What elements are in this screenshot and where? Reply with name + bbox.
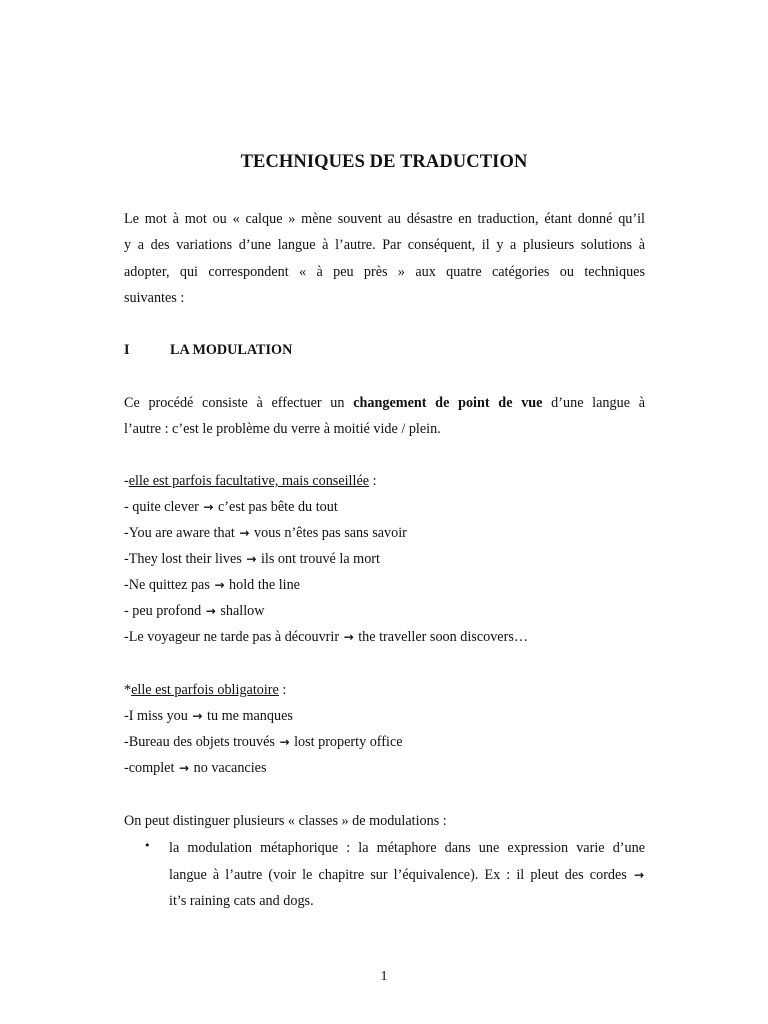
example-source: -Bureau des objets trouvés [124,734,279,750]
arrow-icon: → [178,761,190,775]
example-target: the traveller soon discovers… [354,629,529,645]
bullet-line [169,862,645,889]
bullet-icon: • [144,839,151,852]
arrow-icon: → [205,604,216,618]
example-row [124,598,528,624]
example-target: c’est pas bête du tout [214,499,338,515]
example-row [124,624,528,650]
example-source: -Le voyageur ne tarde pas à découvrir [124,629,343,645]
arrow-icon: → [203,500,214,514]
bullet-list [124,835,645,915]
arrow-icon: → [192,709,203,723]
section-heading [124,342,292,359]
heading-text: elle est parfois facultative, mais conseillée [128,473,370,489]
heading-prefix: * [124,682,132,698]
definition-line: l’autre : c’est le problème du verre à moitié vide / plein. [124,421,441,438]
optional-heading [124,468,528,494]
optional-examples [124,468,528,650]
intro-line: suivantes : [124,289,185,306]
arrow-icon: → [279,735,290,749]
definition-emphasis: changement de point de vue [353,395,543,411]
bullet-line: la modulation métaphorique : la métaphore dans une expression varie d’une [169,840,645,856]
example-row [124,755,403,781]
intro-line: Le mot à mot ou « calque » mène souvent au désastre en traduction, étant donné qu’il [124,211,645,227]
bullet-item [169,835,645,915]
arrow-icon: → [246,552,257,566]
mandatory-examples [124,677,403,781]
example-source: -Ne quittez pas [124,577,214,593]
example-row [124,729,403,755]
example-target: no vacancies [190,760,267,776]
example-source: - quite clever [124,499,203,515]
section-title: LA MODULATION [170,342,293,358]
bullet-line: it’s raining cats and dogs. [169,893,314,909]
arrow-icon: → [214,578,225,592]
intro-line: y a des variations d’une langue à l’autre. Par conséquent, il y a plusieurs solutions à [124,237,645,254]
example-target: vous n’êtes pas sans savoir [250,525,407,541]
example-row [124,572,528,598]
arrow-icon: → [239,526,250,540]
classes-intro-text: On peut distinguer plusieurs « classes » de modulations : [124,813,447,829]
example-row [124,546,528,572]
definition-paragraph [124,390,645,443]
example-source: -They lost their lives [124,551,246,567]
example-source: -You are aware that [124,525,239,541]
bullet-text: langue à l’autre (voir le chapitre sur l’équivalence). Ex : il pleut des cordes [169,866,633,883]
arrow-icon: → [343,630,354,644]
heading-suffix: : [369,473,377,489]
example-row [124,520,528,546]
heading-suffix: : [278,682,287,698]
heading-text: elle est parfois obligatoire [131,682,279,698]
definition-text: d’une langue à [542,395,645,411]
heading-prefix: - [124,473,129,489]
example-source: -I miss you [124,708,192,724]
arrow-icon: → [633,867,644,882]
mandatory-heading [124,677,403,703]
example-target: ils ont trouvé la mort [257,551,380,567]
page-title: TECHNIQUES DE TRADUCTION [240,152,528,172]
classes-intro [124,808,447,834]
example-target: tu me manques [203,708,293,724]
example-target: shallow [216,603,265,619]
definition-line [124,390,645,416]
example-source: - peu profond [124,603,205,619]
example-target: hold the line [225,577,300,593]
section-number: I [124,342,130,358]
page-number: 1 [380,969,388,984]
definition-text: Ce procédé consiste à effectuer un [124,395,354,411]
example-row [124,703,403,729]
example-target: lost property office [290,734,403,750]
intro-paragraph [124,206,645,311]
example-row [124,494,528,520]
example-source: -complet [124,760,178,776]
intro-line: adopter, qui correspondent « à peu près » aux quatre catégories ou techniques [124,263,645,280]
